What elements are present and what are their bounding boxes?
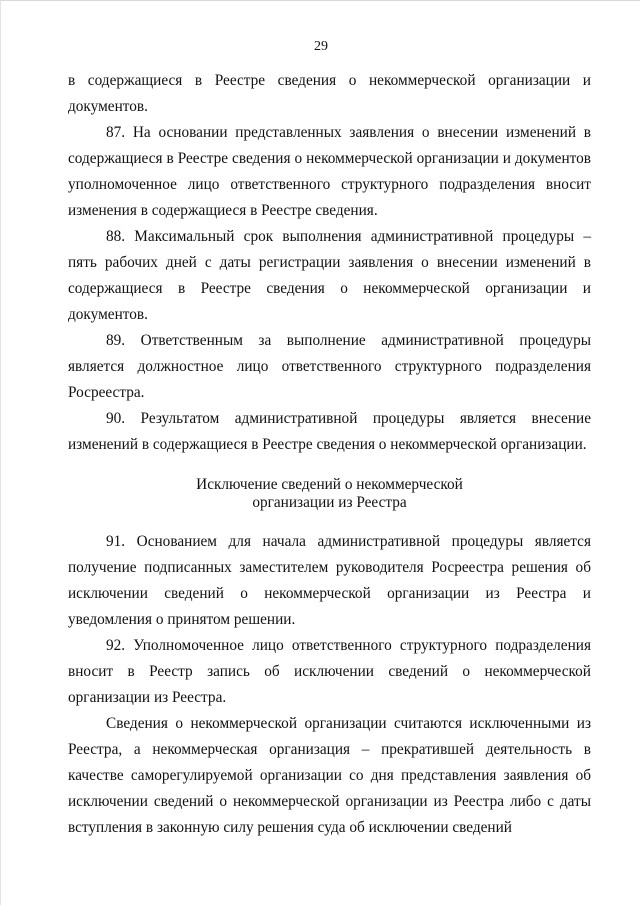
section-heading-line-2: организации из Реестра <box>252 494 407 511</box>
paragraph-continuation: в содержащиеся в Реестре сведения о некоммерческой организации и документов. <box>68 72 591 115</box>
section-heading-line-1: Исключение сведений о некоммерческой <box>196 476 463 493</box>
paragraph-92: 92. Уполномоченное лицо ответственного структурного подразделения вносит в Реестр запись об исключении сведений о некоммерческой организации из Реестра. <box>68 637 591 706</box>
page-number: 29 <box>314 39 328 54</box>
paragraph-90: 90. Результатом административной процедуры является внесение изменений в содержащиеся в Реестре сведения о некоммерческой организации. <box>68 410 591 453</box>
paragraph-88: 88. Максимальный срок выполнения административной процедуры – пять рабочих дней с даты регистрации заявления о внесении изменений в содержащиеся в Реестре сведения о некоммерческой организации и документов. <box>68 228 591 323</box>
paragraph-89: 89. Ответственным за выполнение административной процедуры является должностное лицо ответственного структурного подразделения Росреестра. <box>68 332 591 401</box>
paragraph-exclusion-details: Сведения о некоммерческой организации считаются исключенными из Реестра, а некоммерческая организация – прекратившей деятельность в качестве саморегулируемой организации со дня представления заявления об исключении сведений о некоммерческой организации из Реестра либо с даты вступления в законную силу решения суда об исключении сведений <box>68 715 591 836</box>
paragraph-91: 91. Основанием для начала административной процедуры является получение подписанных заместителем руководителя Росреестра решения об исключении сведений о некоммерческой организации из Реестра и уведомления о принятом решении. <box>68 533 591 628</box>
document-body <box>68 68 591 841</box>
paragraph-87: 87. На основании представленных заявления о внесении изменений в содержащиеся в Реестре сведения о некоммерческой организации и документов уполномоченное лицо ответственного структурного подразделения вносит изменения в содержащиеся в Реестре сведения. <box>68 124 591 219</box>
section-heading <box>68 476 591 512</box>
